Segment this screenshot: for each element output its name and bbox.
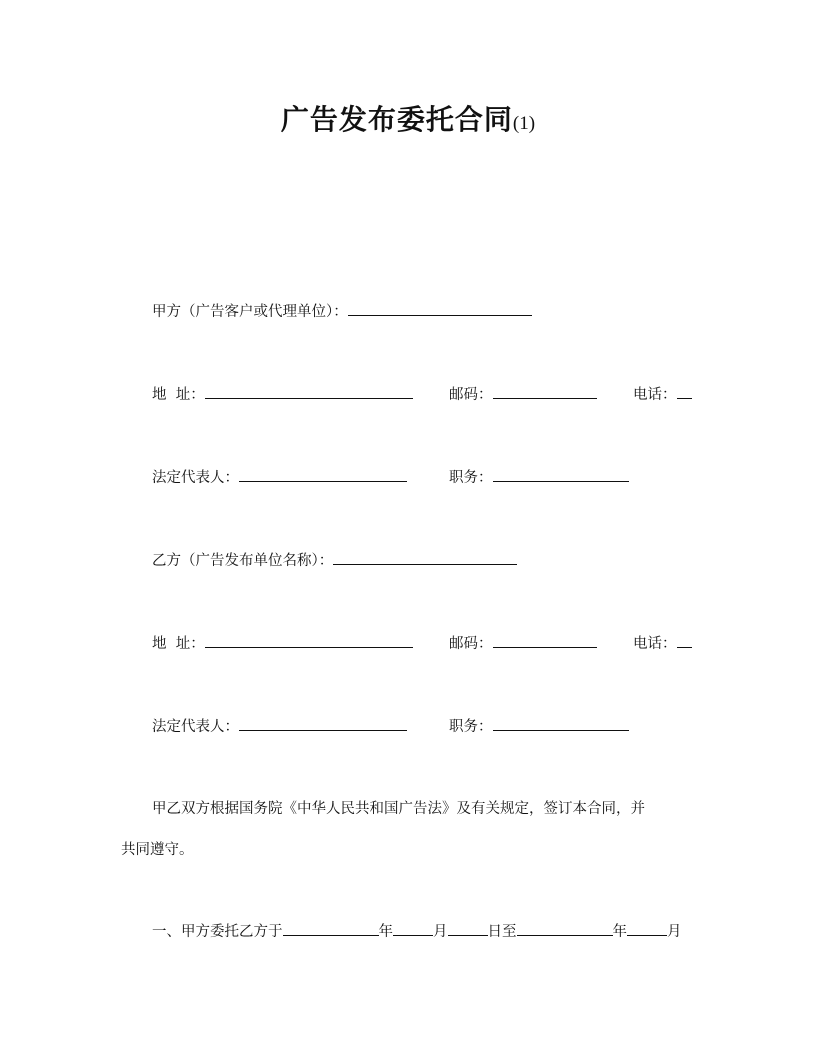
party-b-name-field[interactable] [333, 550, 517, 565]
party-b-legal-rep-field[interactable] [239, 716, 407, 731]
document-title [0, 98, 816, 138]
party-b-position-line [449, 715, 629, 736]
party-b-address-field[interactable] [205, 633, 413, 648]
party-a-phone-line [633, 383, 692, 404]
intro-paragraph-line2: 共同遵守。 [121, 842, 194, 858]
party-a-address-field[interactable] [205, 384, 413, 399]
party-a-address-label: 地 址： [152, 387, 205, 403]
end-year-field[interactable] [517, 921, 613, 936]
party-a-postcode-label: 邮码： [449, 387, 493, 403]
party-a-position-line [449, 466, 629, 487]
title-suffix: (1) [512, 113, 536, 134]
party-a-phone-field[interactable] [677, 384, 692, 399]
party-b-address-line [152, 632, 413, 653]
party-b-rep-line [152, 715, 407, 736]
end-month-field[interactable] [627, 921, 667, 936]
clause-1-line [152, 920, 682, 941]
party-b-postcode-field[interactable] [493, 633, 597, 648]
clause-1-day-to-label: 日至 [487, 924, 517, 940]
party-a-name-field[interactable] [348, 301, 532, 316]
party-a-legal-rep-label: 法定代表人： [152, 470, 239, 486]
party-a-legal-rep-field[interactable] [239, 467, 407, 482]
party-a-phone-label: 电话： [633, 387, 677, 403]
intro-paragraph-line1: 甲乙双方根据国务院《中华人民共和国广告法》及有关规定，签订本合同，并 [152, 801, 645, 817]
party-a-rep-line [152, 466, 407, 487]
party-b-phone-field[interactable] [677, 633, 692, 648]
clause-1-month2-label: 月 [667, 924, 682, 940]
party-a-label: 甲方（广告客户或代理单位）： [152, 304, 348, 320]
party-a-position-label: 职务： [449, 470, 493, 486]
party-a-postcode-field[interactable] [493, 384, 597, 399]
party-b-position-label: 职务： [449, 719, 493, 735]
clause-1-prefix: 一、甲方委托乙方于 [152, 924, 283, 940]
party-a-address-line [152, 383, 413, 404]
start-month-field[interactable] [393, 921, 433, 936]
party-b-postcode-label: 邮码： [449, 636, 493, 652]
party-b-legal-rep-label: 法定代表人： [152, 719, 239, 735]
clause-1-year2-label: 年 [612, 924, 627, 940]
title-text: 广告发布委托合同 [280, 103, 513, 136]
party-b-position-field[interactable] [493, 716, 629, 731]
clause-1-year-label: 年 [378, 924, 393, 940]
party-b-postcode-line [449, 632, 597, 653]
party-b-label: 乙方（广告发布单位名称）： [152, 553, 334, 569]
party-a-position-field[interactable] [493, 467, 629, 482]
clause-1-month-label: 月 [433, 924, 448, 940]
start-year-field[interactable] [283, 921, 379, 936]
start-day-field[interactable] [448, 921, 488, 936]
party-a-postcode-line [449, 383, 597, 404]
party-b-phone-label: 电话： [633, 636, 677, 652]
party-b-address-label: 地 址： [152, 636, 205, 652]
party-b-phone-line [633, 632, 692, 653]
party-a-line [152, 300, 532, 321]
party-b-line [152, 549, 517, 570]
